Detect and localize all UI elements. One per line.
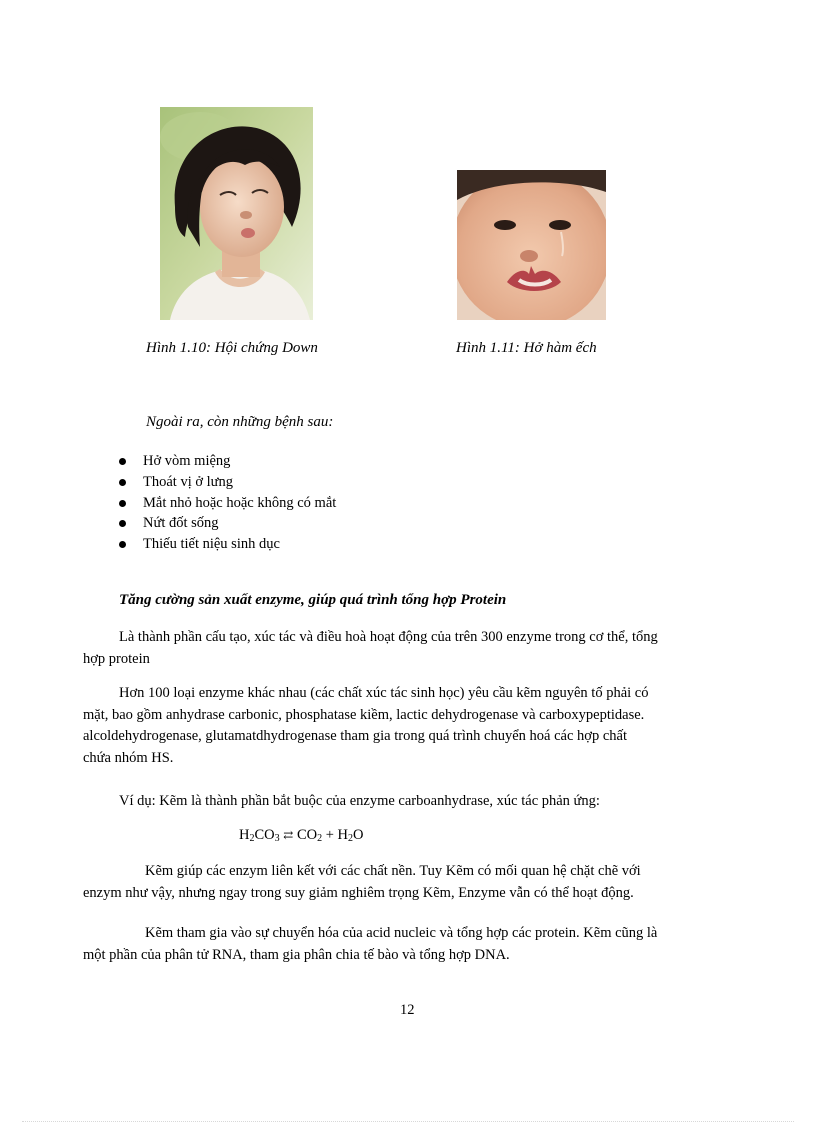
list-item: Hở vòm miệng [118,451,336,472]
reaction-formula: $H_2CO_3$ ⇄ $CO_2 + H_2O$ [239,827,364,844]
page-number: 12 [400,1002,415,1018]
paragraph-enzyme-role: Là thành phần cấu tạo, xúc tác và điều hoà hoạt động của trên 300 enzyme trong cơ thể, tổng hợp protein [83,629,658,667]
bullet-icon [119,541,126,548]
disease-list [118,451,336,555]
page-bottom-divider [22,1121,794,1122]
list-item: Nứt đốt sống [118,513,336,534]
figure-cleft-lip-photo [457,170,606,320]
figure-down-syndrome-photo [160,107,313,320]
paragraph-example: Ví dụ: Kẽm là thành phần bắt buộc của enzyme carboanhydrase, xúc tác phản ứng: [119,793,600,809]
list-item: Thiếu tiết niệu sinh dục [118,534,336,555]
figure-caption-cleft-lip: Hình 1.11: Hở hàm ếch [456,340,597,356]
section-heading: Tăng cường sản xuất enzyme, giúp quá trình tổng hợp Protein [119,592,507,608]
paragraph-zinc-enzyme-binding: Kẽm giúp các enzym liên kết với các chất nền. Tuy Kẽm có mối quan hệ chặt chẽ với enzym như vậy, nhưng ngay trong suy giảm nghiêm trọng Kẽm, Enzyme vẫn có thể hoạt động. [83,863,641,901]
bullet-icon [119,520,126,527]
list-item: Thoát vị ở lưng [118,472,336,493]
intro-text: Ngoài ra, còn những bệnh sau: [146,414,334,430]
bullet-icon [119,458,126,465]
bullet-icon [119,479,126,486]
paragraph-enzyme-list: Hơn 100 loại enzyme khác nhau (các chất xúc tác sinh học) yêu cầu kẽm nguyên tố phải có mặt, bao gồm anhydrase carbonic, phosphatase kiềm, lactic dehydrogenase và carboxypeptidase. alcoldehydrogenase, glutamatdhydrogenase tham gia trong quá trình chuyển hoá các hợp chất chứa nhóm HS. [83,685,649,766]
reversible-arrow-icon: ⇄ [283,828,294,842]
figure-caption-down-syndrome: Hình 1.10: Hội chứng Down [146,340,318,356]
list-item: Mắt nhỏ hoặc hoặc không có mắt [118,493,336,514]
bullet-icon [119,500,126,507]
paragraph-zinc-nucleic-acid: Kẽm tham gia vào sự chuyển hóa của acid nucleic và tổng hợp các protein. Kẽm cũng là một phần của phân tử RNA, tham gia phân chia tế bào và tổng hợp DNA. [83,925,658,963]
